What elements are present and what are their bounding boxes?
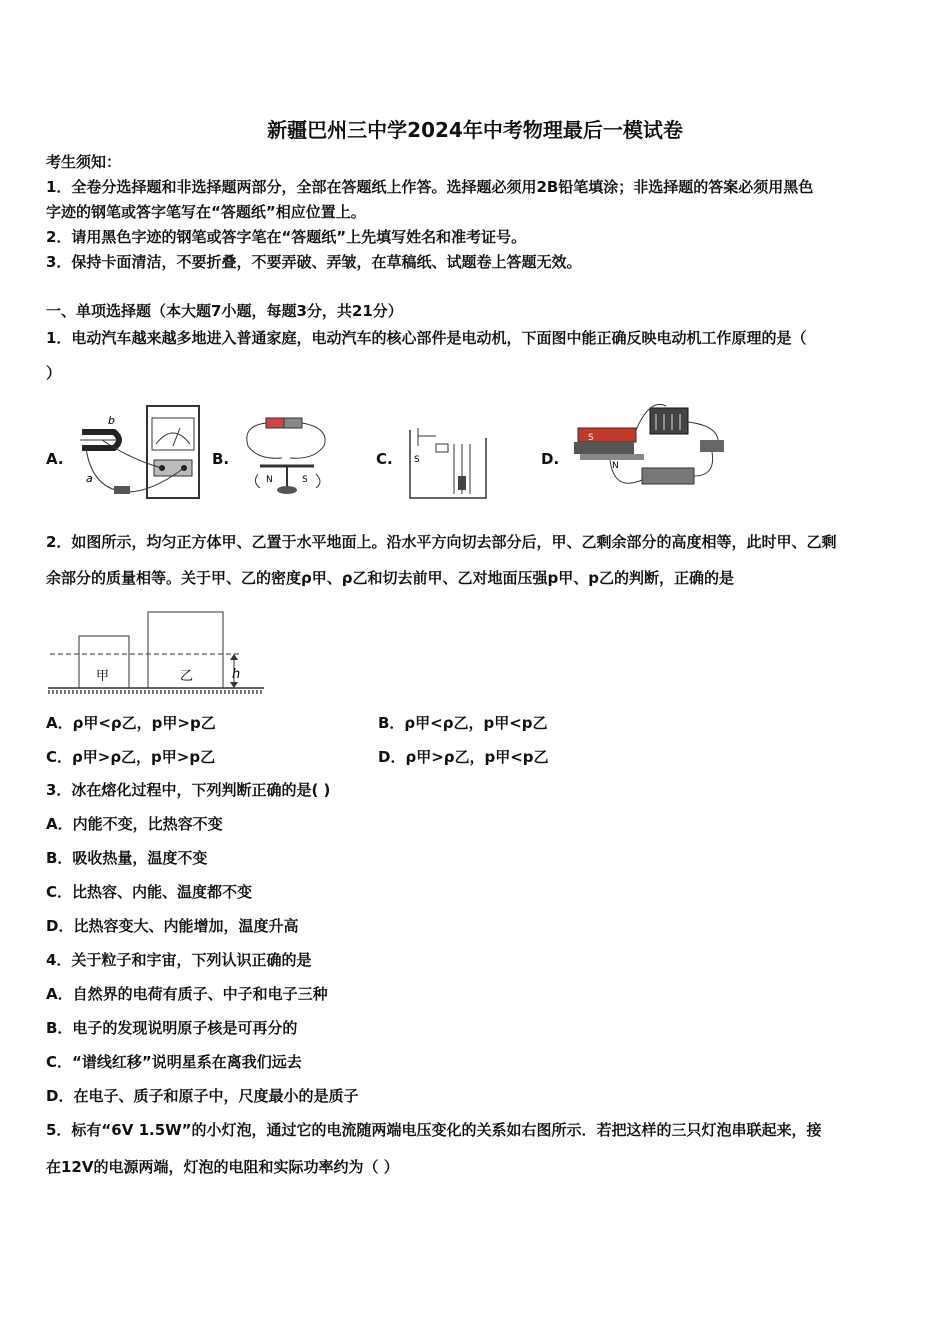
notice-heading: 考生须知： xyxy=(46,153,122,171)
fig-a-b-label: b xyxy=(108,414,115,427)
q5-stem: 5．标有“6V 1.5W”的小灯泡，通过它的电流随两端电压变化的关系如右图所示．若把这样的三只灯泡串联起来，接 xyxy=(46,1121,822,1139)
q2-option-d: D．ρ甲>ρ乙，p甲<p乙 xyxy=(378,748,549,766)
q3-option-a: A．内能不变，比热容不变 xyxy=(46,815,223,833)
q2-stem-cont: 余部分的质量相等。关于甲、乙的密度ρ甲、ρ乙和切去前甲、乙对地面压强p甲、p乙的判断，正确的是 xyxy=(46,569,734,587)
q1-label-d: D. xyxy=(541,450,560,468)
fig-c-s-label: S xyxy=(414,455,420,465)
q4-option-a: A．自然界的电荷有质子、中子和电子三种 xyxy=(46,985,328,1003)
notice-item: 字迹的钢笔或答字笔写在“答题纸”相应位置上。 xyxy=(46,203,366,221)
q1-figure-d xyxy=(570,396,732,504)
q3-option-d: D．比热容变大、内能增加，温度升高 xyxy=(46,917,299,935)
q4-option-c: C．“谱线红移”说明星系在离我们远去 xyxy=(46,1053,302,1071)
q1-figure-a xyxy=(72,400,207,505)
fig-b-s-label: S xyxy=(302,475,308,485)
q3-stem: 3．冰在熔化过程中，下列判断正确的是( ) xyxy=(46,781,331,799)
q4-stem: 4．关于粒子和宇宙，下列认识正确的是 xyxy=(46,951,312,969)
fig-q2-yi: 乙 xyxy=(180,669,194,684)
q1-stem: 1．电动汽车越来越多地进入普通家庭，电动汽车的核心部件是电动机，下面图中能正确反映电动机工作原理的是（ xyxy=(46,329,807,347)
q2-option-b: B．ρ甲<ρ乙，p甲<p乙 xyxy=(378,714,548,732)
q2-figure xyxy=(46,606,268,696)
q4-option-d: D．在电子、质子和原子中，尺度最小的是质子 xyxy=(46,1087,359,1105)
page-title: 新疆巴州三中学2024年中考物理最后一模试卷 xyxy=(267,118,683,142)
q2-option-c: C．ρ甲>ρ乙，p甲>p乙 xyxy=(46,748,216,766)
fig-d-s-label: S xyxy=(588,433,594,443)
q1-stem-cont: ） xyxy=(46,364,62,382)
section-heading: 一、单项选择题（本大题7小题，每题3分，共21分） xyxy=(46,302,403,320)
q5-stem-cont: 在12V的电源两端，灯泡的电阻和实际功率约为（ ） xyxy=(46,1158,399,1176)
notice-item: 1．全卷分选择题和非选择题两部分，全部在答题纸上作答。选择题必须用2B铅笔填涂；非选择题的答案必须用黑色 xyxy=(46,178,814,196)
fig-a-a-label: a xyxy=(86,472,93,485)
q3-option-c: C．比热容、内能、温度都不变 xyxy=(46,883,253,901)
q1-label-c: C. xyxy=(376,450,393,468)
fig-d-n-label: N xyxy=(612,461,619,471)
fig-b-n-label: N xyxy=(266,475,273,485)
notice-item: 3．保持卡面清洁，不要折叠，不要弄破、弄皱，在草稿纸、试题卷上答题无效。 xyxy=(46,253,582,271)
fig-q2-h: h xyxy=(232,667,241,682)
q1-figure-c xyxy=(406,424,490,502)
q1-label-a: A. xyxy=(46,450,64,468)
q1-label-b: B. xyxy=(212,450,230,468)
q2-stem: 2．如图所示，均匀正方体甲、乙置于水平地面上。沿水平方向切去部分后，甲、乙剩余部分的高度相等，此时甲、乙剩 xyxy=(46,533,837,551)
q4-option-b: B．电子的发现说明原子核是可再分的 xyxy=(46,1019,298,1037)
notice-item: 2．请用黑色字迹的钢笔或答字笔在“答题纸”上先填写姓名和准考证号。 xyxy=(46,228,527,246)
fig-q2-jia: 甲 xyxy=(96,669,110,684)
q3-option-b: B．吸收热量，温度不变 xyxy=(46,849,208,867)
q1-figure-b xyxy=(238,410,338,502)
q2-option-a: A．ρ甲<ρ乙，p甲>p乙 xyxy=(46,714,216,732)
